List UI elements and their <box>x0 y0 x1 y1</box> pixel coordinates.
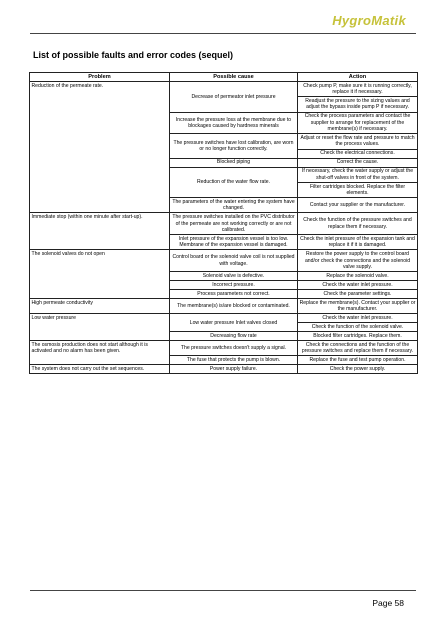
cause-cell: Low water pressure Inlet valves closed <box>170 314 298 332</box>
table-row <box>30 365 418 374</box>
action-cell: Check the power supply. <box>298 365 418 374</box>
header-problem: Problem <box>30 73 170 82</box>
action-cell: Check the function of the solenoid valve. <box>298 323 418 332</box>
action-cell: Check the connections and the function of the pressure switches and replace them if necessary. <box>298 341 418 356</box>
action-cell: Check the electrical connections. <box>298 149 418 158</box>
problem-cell: Reduction of the permeate rate. <box>30 81 170 212</box>
cause-cell: The pressure switches have lost calibration, are worn or no longer function correctly. <box>170 134 298 158</box>
action-cell: Check the process parameters and contact the supplier to arrange for replacement of the membrane(s) if necessary. <box>298 112 418 134</box>
table-row <box>30 314 418 323</box>
problem-cell: Immediate stop (within one minute after start-up). <box>30 213 170 250</box>
table-header-row <box>30 73 418 82</box>
problem-cell: The solenoid valves do not open <box>30 250 170 299</box>
cause-cell: Increase the pressure loss at the membrane due to blockages caused by hardness minerals <box>170 112 298 134</box>
action-cell: Readjust the pressure to the sizing values and adjust the bypass inside pump P if necessary. <box>298 97 418 112</box>
header-action: Action <box>298 73 418 82</box>
action-cell: Check the parameter settings. <box>298 290 418 299</box>
action-cell: Replace the membrane(s). Contact your supplier or the manufacturer. <box>298 298 418 313</box>
action-cell: Blocked filter cartridges. Replace them. <box>298 332 418 341</box>
cause-cell: Control board or the solenoid valve coil is not supplied with voltage. <box>170 250 298 272</box>
cause-cell: Inlet pressure of the expansion vessel is too low. Membrane of the expansion vessel is damaged. <box>170 235 298 250</box>
action-cell: If necessary, check the water supply or adjust the shut-off valves in front of the system. <box>298 167 418 182</box>
action-cell: Correct the cause. <box>298 158 418 167</box>
cause-cell: Blocked piping <box>170 158 298 167</box>
cause-cell: Process parameters not correct. <box>170 290 298 299</box>
brand-text: HygroMatik <box>332 13 406 28</box>
cause-cell: The pressure switches doesn't supply a signal. <box>170 341 298 356</box>
cause-cell: Decrease of permeator inlet pressure <box>170 81 298 112</box>
problem-cell: The osmosis production does not start although it is activated and no alarm has been given. <box>30 341 170 365</box>
action-cell: Check the inlet pressure of the expansion tank and replace it if it is damaged. <box>298 235 418 250</box>
action-cell: Contact your supplier or the manufacturer. <box>298 198 418 213</box>
faults-table <box>29 72 418 374</box>
problem-cell: Low water pressure <box>30 314 170 341</box>
action-cell: Filter cartridges blocked. Replace the filter elements. <box>298 182 418 197</box>
table-row <box>30 250 418 272</box>
action-cell: Check the water inlet pressure. <box>298 314 418 323</box>
problem-cell: High permeate conductivity <box>30 298 170 313</box>
cause-cell: Solenoid valve is defective. <box>170 272 298 281</box>
table-row <box>30 213 418 235</box>
cause-cell: Reduction of the water flow rate. <box>170 167 298 198</box>
cause-cell: The pressure switches installed on the PVC distributor of the permeate are not working correctly or are not calibrated. <box>170 213 298 235</box>
brand-logo <box>332 13 406 28</box>
cause-cell: Incorrect pressure. <box>170 281 298 290</box>
problem-cell: The system does not carry out the set sequences. <box>30 365 170 374</box>
action-cell: Restore the power supply to the control board and/or check the connections and the solenoid valve supply. <box>298 250 418 272</box>
table-row <box>30 298 418 313</box>
action-cell: Check the water inlet pressure. <box>298 281 418 290</box>
table-row <box>30 341 418 356</box>
cause-cell: The fuse that protects the pump is blown. <box>170 356 298 365</box>
header-divider <box>30 33 416 34</box>
page-title: List of possible faults and error codes (sequel) <box>33 50 234 60</box>
cause-cell: Power supply failure. <box>170 365 298 374</box>
action-cell: Check the function of the pressure switches and replace them if necessary. <box>298 213 418 235</box>
action-cell: Check pump P, make sure it is running correctly, replace it if necessary. <box>298 81 418 96</box>
page-number: Page 58 <box>372 598 404 608</box>
action-cell: Replace the solenoid valve. <box>298 272 418 281</box>
cause-cell: Decreasing flow rate <box>170 332 298 341</box>
footer-divider <box>30 590 416 591</box>
action-cell: Replace the fuse and test pump operation. <box>298 356 418 365</box>
cause-cell: The parameters of the water entering the system have changed. <box>170 198 298 213</box>
action-cell: Adjust or reset the flow rate and pressure to match the process values. <box>298 134 418 149</box>
header-cause: Possible cause <box>170 73 298 82</box>
table-row <box>30 81 418 96</box>
cause-cell: The membrane(s) is/are blocked or contaminated. <box>170 298 298 313</box>
